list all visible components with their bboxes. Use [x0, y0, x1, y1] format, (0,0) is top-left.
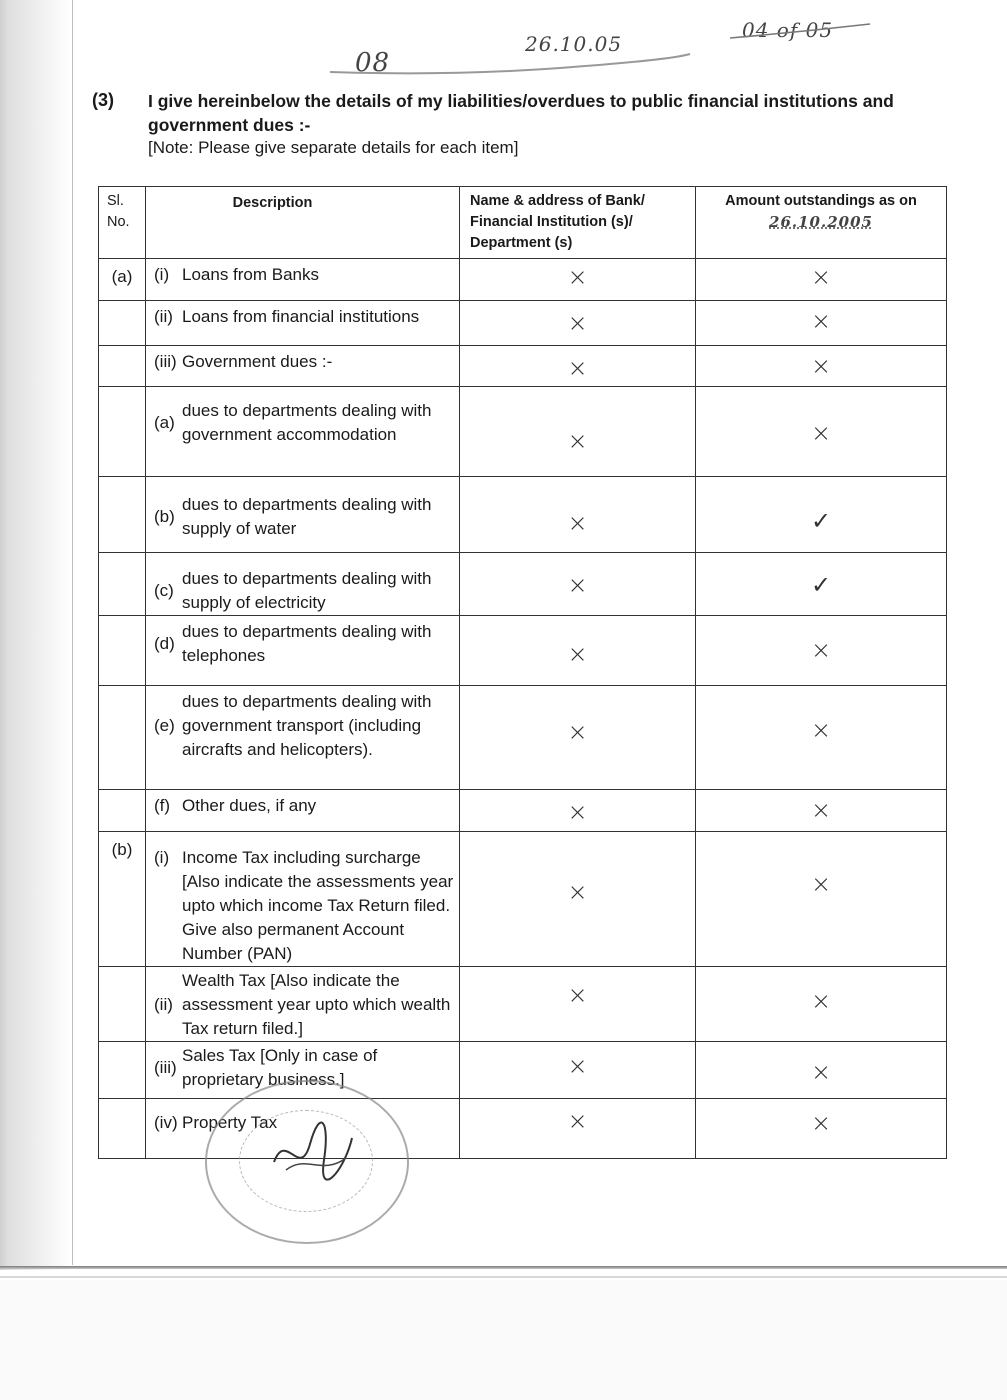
cross-mark: ×	[567, 354, 588, 382]
header-description: Description	[146, 187, 460, 259]
cross-mark: ×	[810, 870, 832, 898]
row-bank-cell	[460, 301, 696, 346]
cross-mark: ×	[567, 981, 588, 1009]
row-bank-cell	[460, 553, 696, 616]
page-binding-line	[72, 0, 73, 1265]
cross-mark: ×	[810, 263, 832, 291]
cross-mark: ×	[567, 718, 588, 746]
row-label: (i)	[154, 848, 170, 867]
row-text: dues to departments dealing with government accommodation	[182, 401, 432, 444]
scanned-page-edge	[0, 0, 72, 1270]
row-amount-cell	[696, 832, 947, 967]
table-row	[99, 1042, 947, 1099]
row-label: (ii)	[154, 307, 173, 326]
row-amount-cell	[696, 259, 947, 301]
row-label: (b)	[154, 507, 175, 526]
row-amount-cell	[696, 553, 947, 616]
row-label: (f)	[154, 796, 171, 815]
row-description	[146, 686, 460, 790]
cross-mark: ×	[567, 263, 588, 291]
row-text: Income Tax including surcharge [Also indicate the assessments year upto which income Tax Return filed. Give also permanent Account Number (PAN)	[182, 848, 454, 963]
row-text: Property Tax	[182, 1113, 278, 1132]
row-bank-cell	[460, 832, 696, 967]
header-amount-date: 26.10.2005	[769, 213, 873, 231]
scan-fold-line	[0, 1266, 1007, 1269]
row-amount-cell	[696, 1042, 947, 1099]
row-label: (ii)	[154, 995, 173, 1014]
row-label: (i)	[154, 265, 170, 284]
header-sl-no: Sl. No.	[99, 187, 146, 259]
cross-mark: ×	[567, 309, 588, 337]
header-bank-name: Name & address of Bank/ Financial Institution (s)/ Department (s)	[460, 187, 696, 259]
cross-mark: ×	[810, 636, 832, 664]
row-sl	[99, 790, 146, 832]
row-description	[146, 301, 460, 346]
row-amount-cell	[696, 616, 947, 686]
row-sl	[99, 387, 146, 477]
row-sl: (a)	[99, 259, 146, 301]
table-row	[99, 686, 947, 790]
row-label: (c)	[154, 581, 174, 600]
row-amount-cell	[696, 1099, 947, 1159]
row-sl	[99, 967, 146, 1042]
section-note: [Note: Please give separate details for each item]	[148, 138, 519, 157]
handwritten-underline-strokes	[330, 10, 890, 80]
header-amount-prefix: Amount outstandings as on	[725, 193, 917, 209]
cross-mark: ×	[810, 307, 832, 335]
tick-mark: ✓	[810, 571, 832, 599]
row-text: dues to departments dealing with government transport (including aircrafts and helicopters).	[182, 692, 432, 759]
row-amount-cell	[696, 387, 947, 477]
row-text: Government dues :-	[182, 352, 333, 371]
scan-fold-line-secondary	[0, 1276, 1007, 1278]
tick-mark: ✓	[810, 507, 832, 535]
row-description	[146, 832, 460, 967]
row-bank-cell	[460, 477, 696, 553]
handwritten-date: 26.10.05	[525, 32, 623, 56]
table-row	[99, 790, 947, 832]
section-heading: I give hereinbelow the details of my liabilities/overdues to public financial institutions and government dues :-	[148, 91, 894, 135]
row-bank-cell	[460, 387, 696, 477]
table-row	[99, 477, 947, 553]
cross-mark: ×	[567, 1107, 588, 1135]
row-text: Loans from Banks	[182, 265, 320, 284]
table-header-row	[99, 187, 947, 259]
cross-mark: ×	[810, 1058, 832, 1086]
handwritten-page-count: 04 of 05	[742, 18, 834, 42]
row-sl	[99, 1042, 146, 1099]
row-description	[146, 477, 460, 553]
cross-mark: ×	[810, 352, 832, 380]
handwritten-page-code: 08	[355, 48, 391, 78]
table-row	[99, 259, 947, 301]
row-sl	[99, 346, 146, 387]
row-label: (a)	[154, 413, 175, 432]
row-description	[146, 387, 460, 477]
row-description	[146, 346, 460, 387]
row-sl: (b)	[99, 832, 146, 967]
table-row	[99, 387, 947, 477]
table-row	[99, 553, 947, 616]
row-text: Wealth Tax [Also indicate the assessment year upto which wealth Tax return filed.]	[182, 971, 451, 1038]
table-row	[99, 832, 947, 967]
row-sl	[99, 477, 146, 553]
cross-mark: ×	[567, 571, 588, 599]
row-description	[146, 259, 460, 301]
row-label: (iii)	[154, 1058, 177, 1077]
cross-mark: ×	[567, 509, 588, 537]
row-bank-cell	[460, 1099, 696, 1159]
row-description	[146, 790, 460, 832]
row-bank-cell	[460, 616, 696, 686]
row-text: Other dues, if any	[182, 796, 317, 815]
row-label: (iv)	[154, 1113, 178, 1132]
table-row	[99, 616, 947, 686]
table-row	[99, 301, 947, 346]
row-sl	[99, 616, 146, 686]
cross-mark: ×	[810, 419, 832, 447]
row-text: Sales Tax [Only in case of proprietary business.]	[182, 1046, 378, 1089]
row-bank-cell	[460, 686, 696, 790]
liabilities-table	[98, 186, 947, 1159]
row-label: (d)	[154, 634, 175, 653]
row-bank-cell	[460, 967, 696, 1042]
row-label: (e)	[154, 716, 175, 735]
cross-mark: ×	[567, 1052, 588, 1080]
row-bank-cell	[460, 346, 696, 387]
cross-mark: ×	[567, 878, 588, 906]
row-bank-cell	[460, 1042, 696, 1099]
cross-mark: ×	[810, 796, 832, 824]
row-amount-cell	[696, 967, 947, 1042]
row-sl	[99, 553, 146, 616]
cross-mark: ×	[567, 798, 588, 826]
scan-bottom-margin	[0, 1280, 1007, 1400]
row-bank-cell	[460, 259, 696, 301]
row-description	[146, 553, 460, 616]
header-amount	[696, 187, 947, 259]
row-amount-cell	[696, 686, 947, 790]
row-amount-cell	[696, 790, 947, 832]
row-text: dues to departments dealing with supply of electricity	[182, 569, 432, 612]
row-text: dues to departments dealing with telephones	[182, 622, 432, 665]
cross-mark: ×	[567, 427, 588, 455]
row-text: dues to departments dealing with supply of water	[182, 495, 432, 538]
row-amount-cell	[696, 346, 947, 387]
row-sl	[99, 1099, 146, 1159]
signature-scribble	[266, 1110, 356, 1190]
table-row	[99, 346, 947, 387]
cross-mark: ×	[810, 1109, 832, 1137]
row-sl	[99, 301, 146, 346]
cross-mark: ×	[810, 716, 832, 744]
row-sl	[99, 686, 146, 790]
section-number: (3)	[92, 90, 114, 110]
row-amount-cell	[696, 477, 947, 553]
row-bank-cell	[460, 790, 696, 832]
row-text: Loans from financial institutions	[182, 307, 420, 326]
table-row	[99, 967, 947, 1042]
row-description	[146, 967, 460, 1042]
cross-mark: ×	[567, 640, 588, 668]
row-description	[146, 616, 460, 686]
cross-mark: ×	[810, 987, 832, 1015]
row-label: (iii)	[154, 352, 177, 371]
row-amount-cell	[696, 301, 947, 346]
